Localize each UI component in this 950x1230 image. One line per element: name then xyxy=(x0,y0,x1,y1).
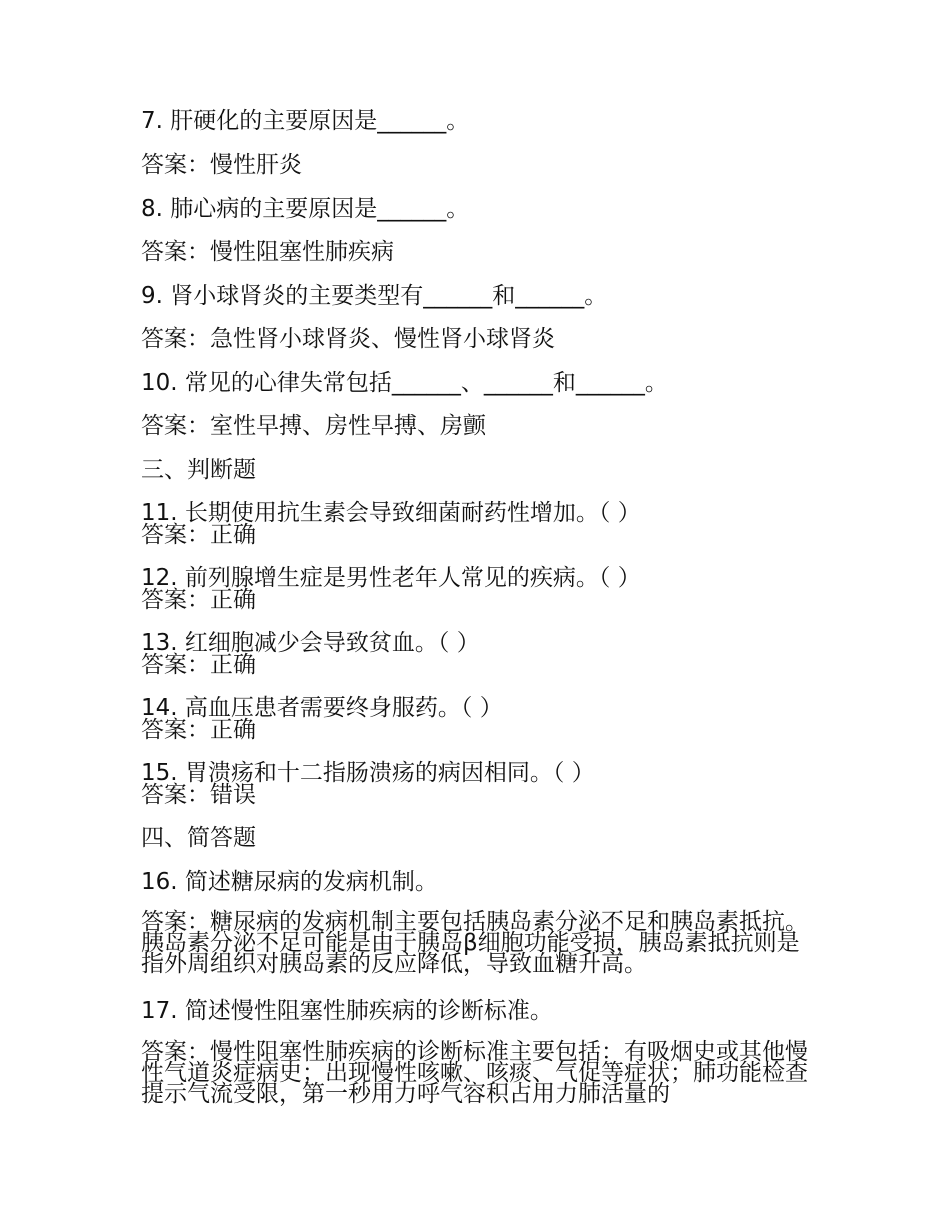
answer-10: 答案：室性早搏、房性早搏、房颤 xyxy=(141,413,486,439)
answer-16: 答案：糖尿病的发病机制主要包括胰岛素分泌不足和胰岛素抵抗。胰岛素分泌不足可能是由于胰岛β细胞功能受损，胰岛素抵抗则是指外周组织对胰岛素的反应降低，导致血糖升高。 xyxy=(141,909,808,977)
question-16: 16. 简述糖尿病的发病机制。 xyxy=(141,869,438,895)
question-8: 8. 肺心病的主要原因是______。 xyxy=(141,196,470,222)
section-heading-short-answer: 四、简答题 xyxy=(141,825,256,851)
question-12: 12. 前列腺增生症是男性老年人常见的疾病。（ ） xyxy=(141,565,641,591)
answer-11: 答案：正确 xyxy=(141,522,256,548)
answer-9: 答案：急性肾小球肾炎、慢性肾小球肾炎 xyxy=(141,326,555,352)
question-9: 9. 肾小球肾炎的主要类型有______和______。 xyxy=(141,283,608,309)
answer-14: 答案：正确 xyxy=(141,717,256,743)
section-heading-true-false: 三、判断题 xyxy=(141,457,256,483)
answer-17: 答案：慢性阻塞性肺疾病的诊断标准主要包括：有吸烟史或其他慢性气道炎症病史；出现慢性咳嗽、咳痰、气促等症状；肺功能检查提示气流受限，第一秒用力呼气容积占用力肺活量的 xyxy=(141,1039,808,1107)
answer-7: 答案：慢性肝炎 xyxy=(141,152,302,178)
answer-13: 答案：正确 xyxy=(141,652,256,678)
question-10: 10. 常见的心律失常包括______、______和______。 xyxy=(141,370,668,396)
question-17: 17. 简述慢性阻塞性肺疾病的诊断标准。 xyxy=(141,998,553,1024)
answer-15: 答案：错误 xyxy=(141,782,256,808)
question-13: 13. 红细胞减少会导致贫血。（ ） xyxy=(141,630,480,656)
answer-8: 答案：慢性阻塞性肺疾病 xyxy=(141,239,394,265)
answer-12: 答案：正确 xyxy=(141,587,256,613)
question-11: 11. 长期使用抗生素会导致细菌耐药性增加。（ ） xyxy=(141,500,641,526)
question-14: 14. 高血压患者需要终身服药。（ ） xyxy=(141,695,503,721)
question-15: 15. 胃溃疡和十二指肠溃疡的病因相同。（ ） xyxy=(141,760,595,786)
question-7: 7. 肝硬化的主要原因是______。 xyxy=(141,108,470,134)
